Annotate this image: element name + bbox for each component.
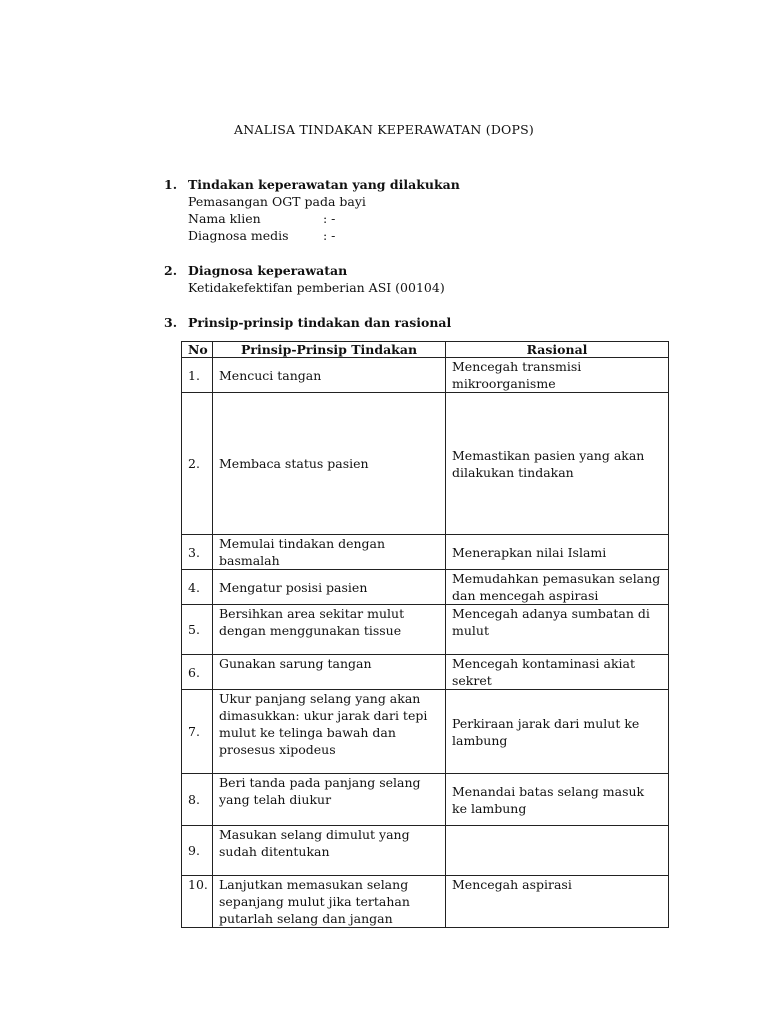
row-rationale: Mencegah kontaminasi akiat sekret — [446, 655, 669, 690]
row-principle: Membaca status pasien — [213, 393, 446, 535]
row-rationale: Memudahkan pemasukan selang dan mencegah aspirasi — [446, 570, 669, 605]
table-row — [182, 826, 669, 876]
row-rationale: Mencegah transmisi mikroorganisme — [446, 358, 669, 393]
row-principle: Gunakan sarung tangan — [213, 655, 446, 690]
section-nursing-diagnosis — [164, 262, 684, 302]
section-heading: Tindakan keperawatan yang dilakukan — [188, 177, 460, 192]
table-row — [182, 535, 669, 570]
row-number: 4. — [182, 570, 213, 605]
table-row — [182, 655, 669, 690]
row-number: 1. — [182, 358, 213, 393]
row-rationale: Menandai batas selang masuk ke lambung — [446, 774, 669, 826]
table-row — [182, 393, 669, 535]
row-principle: Mengatur posisi pasien — [213, 570, 446, 605]
table-row — [182, 690, 669, 774]
section-number: 2. — [164, 263, 178, 278]
action-description: Pemasangan OGT pada bayi — [188, 194, 366, 209]
client-name-value: : - — [323, 211, 336, 226]
row-number: 9. — [182, 826, 213, 876]
table-row — [182, 774, 669, 826]
row-rationale: Perkiraan jarak dari mulut ke lambung — [446, 690, 669, 774]
section-action — [164, 176, 684, 256]
client-name-row — [188, 210, 335, 228]
section-heading: Diagnosa keperawatan — [188, 263, 348, 278]
row-number: 5. — [182, 605, 213, 655]
row-principle: Bersihkan area sekitar mulut dengan menggunakan tissue — [213, 605, 446, 655]
row-principle: Ukur panjang selang yang akan dimasukkan: ukur jarak dari tepi mulut ke telinga bawah dan prosesus xipodeus — [213, 690, 446, 774]
medical-diagnosis-value: : - — [323, 228, 336, 243]
nursing-diagnosis-text: Ketidakefektifan pemberian ASI (00104) — [188, 280, 445, 295]
row-number: 2. — [182, 393, 213, 535]
row-rationale: Mencegah adanya sumbatan di mulut — [446, 605, 669, 655]
row-principle: Memulai tindakan dengan basmalah — [213, 535, 446, 570]
row-rationale: Mencegah aspirasi — [446, 876, 669, 928]
row-rationale — [446, 826, 669, 876]
section-number: 3. — [164, 315, 178, 330]
row-rationale: Menerapkan nilai Islami — [446, 535, 669, 570]
row-principle: Beri tanda pada panjang selang yang telah diukur — [213, 774, 446, 826]
row-principle: Lanjutkan memasukan selang sepanjang mulut jika tertahan putarlah selang dan jangan — [213, 876, 446, 928]
section-principles — [164, 314, 684, 338]
row-number: 8. — [182, 774, 213, 826]
section-number: 1. — [164, 177, 178, 192]
client-name-label: Nama klien — [188, 211, 261, 226]
row-number: 6. — [182, 655, 213, 690]
row-principle: Mencuci tangan — [213, 358, 446, 393]
column-header-principle: Prinsip-Prinsip Tindakan — [213, 342, 446, 358]
table-row — [182, 605, 669, 655]
medical-diagnosis-row — [188, 227, 335, 245]
row-number: 3. — [182, 535, 213, 570]
column-header-rationale: Rasional — [446, 342, 669, 358]
section-heading: Prinsip-prinsip tindakan dan rasional — [188, 315, 452, 330]
table-row — [182, 876, 669, 928]
row-number: 7. — [182, 690, 213, 774]
row-rationale: Memastikan pasien yang akan dilakukan tindakan — [446, 393, 669, 535]
row-principle: Masukan selang dimulut yang sudah ditentukan — [213, 826, 446, 876]
column-header-no: No — [182, 342, 213, 358]
principles-table — [181, 341, 669, 928]
table-row — [182, 570, 669, 605]
row-number: 10. — [182, 876, 213, 928]
medical-diagnosis-label: Diagnosa medis — [188, 228, 289, 243]
table-header-row — [182, 342, 669, 358]
document-title: ANALISA TINDAKAN KEPERAWATAN (DOPS) — [234, 122, 534, 137]
table-row — [182, 358, 669, 393]
